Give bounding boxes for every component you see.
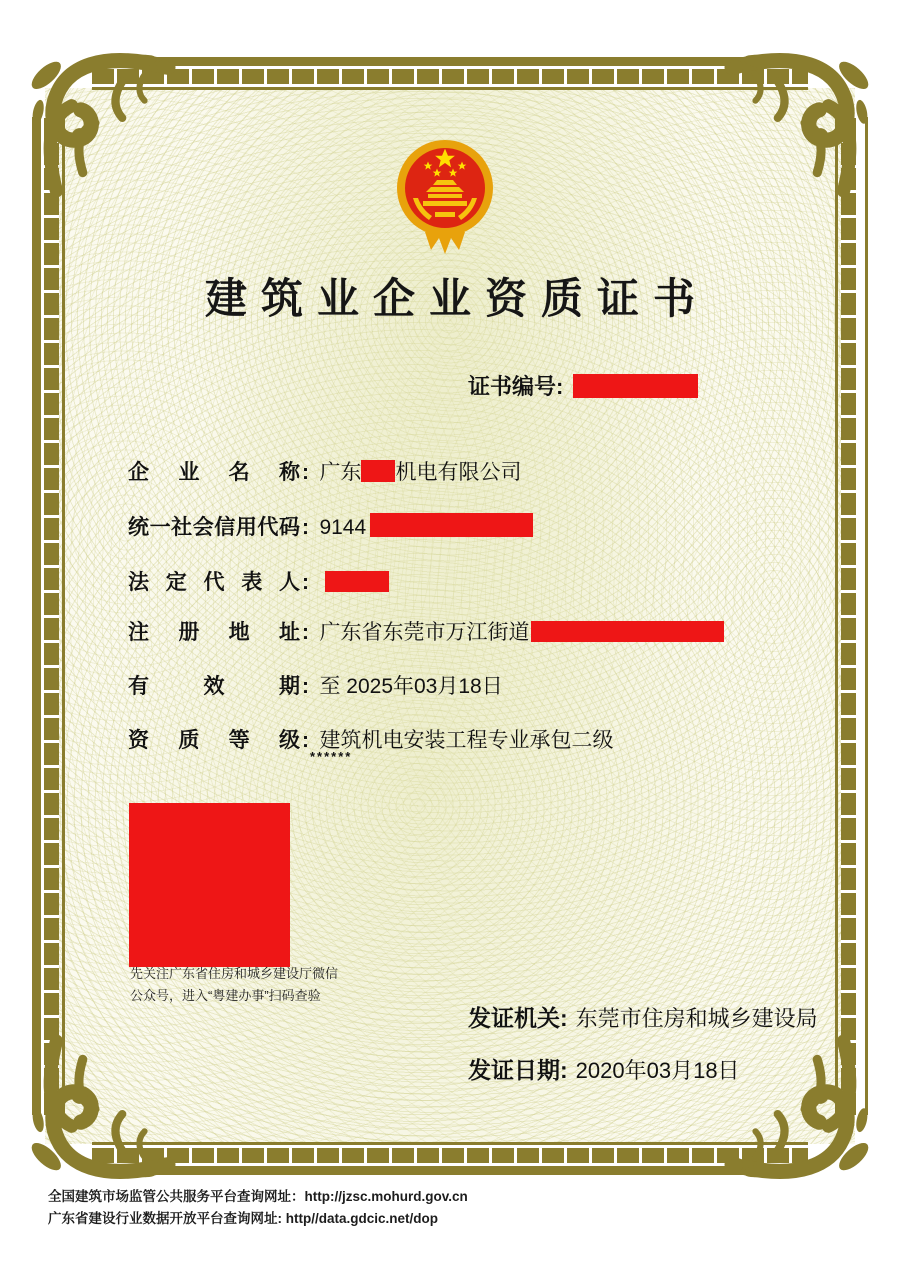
certificate-title: 建筑业企业资质证书 — [204, 275, 709, 322]
field-credit-code-colon: : — [302, 516, 309, 539]
issuer-value: 东莞市住房和城乡建设局 — [575, 1006, 818, 1031]
field-valid-until — [128, 672, 503, 702]
field-address-colon: : — [302, 621, 309, 644]
field-company-value — [319, 461, 521, 484]
legal-rep-redaction — [325, 571, 389, 592]
credit-code-prefix: 9144 — [319, 516, 367, 539]
company-redaction — [361, 460, 395, 482]
field-credit-code-label: 统一社会信用代码 — [128, 516, 300, 539]
field-legal-rep-colon: : — [302, 571, 309, 594]
credit-code-redaction — [370, 513, 533, 537]
china-national-emblem-icon — [394, 138, 496, 256]
qr-caption — [130, 963, 338, 1007]
field-valid-until-label: 有效期 — [128, 675, 300, 698]
issue-date-value: 2020年03月18日 — [575, 1058, 740, 1083]
field-company — [128, 458, 521, 488]
certificate-number-row — [468, 370, 698, 401]
issue-date-row — [468, 1052, 740, 1085]
field-qualification — [128, 726, 613, 756]
field-valid-until-colon: : — [302, 675, 309, 698]
field-address — [128, 618, 724, 648]
qr-caption-line2: 公众号，进入“粤建办事”扫码查验 — [130, 988, 321, 1003]
field-qualification-colon: : — [302, 729, 309, 752]
issuer-label: 发证机关: — [468, 1005, 568, 1031]
field-legal-rep — [128, 568, 389, 598]
field-credit-code — [128, 513, 533, 543]
address-prefix: 广东省东莞市万江街道 — [319, 621, 530, 644]
field-address-value — [319, 621, 724, 644]
frame-band-top — [92, 57, 808, 90]
footer-query-urls — [48, 1186, 468, 1230]
qr-caption-line1: 先关注广东省住房和城乡建设厅微信 — [130, 966, 339, 981]
certificate-number-label: 证书编号: — [468, 374, 564, 399]
issue-date-label: 发证日期: — [468, 1057, 568, 1083]
field-company-colon: : — [302, 461, 309, 484]
field-legal-rep-label: 法定代表人 — [128, 571, 300, 594]
field-qualification-label: 资质等级 — [128, 729, 300, 752]
field-address-label: 注册地址 — [128, 621, 300, 644]
company-suffix: 机电有限公司 — [395, 461, 522, 484]
field-company-label: 企业名称 — [128, 461, 300, 484]
certificate-number-redaction — [573, 374, 698, 398]
field-legal-rep-value — [319, 571, 389, 594]
field-valid-until-value: 至 2025年03月18日 — [319, 675, 503, 698]
address-redaction — [531, 621, 724, 642]
footer-line2: 广东省建设行业数据开放平台查询网址: http//data.gdcic.net/dop — [48, 1211, 438, 1226]
qualification-extra: ****** — [310, 749, 353, 764]
footer-line1: 全国建筑市场监管公共服务平台查询网址：http://jzsc.mohurd.gov.cn — [48, 1189, 468, 1204]
field-qualification-value: 建筑机电安装工程专业承包二级 — [319, 729, 614, 752]
field-credit-code-value — [319, 516, 533, 539]
issuer-row — [468, 1000, 818, 1033]
frame-band-bottom — [92, 1142, 808, 1175]
qr-code-redaction — [129, 803, 290, 967]
company-prefix: 广东 — [319, 461, 362, 484]
